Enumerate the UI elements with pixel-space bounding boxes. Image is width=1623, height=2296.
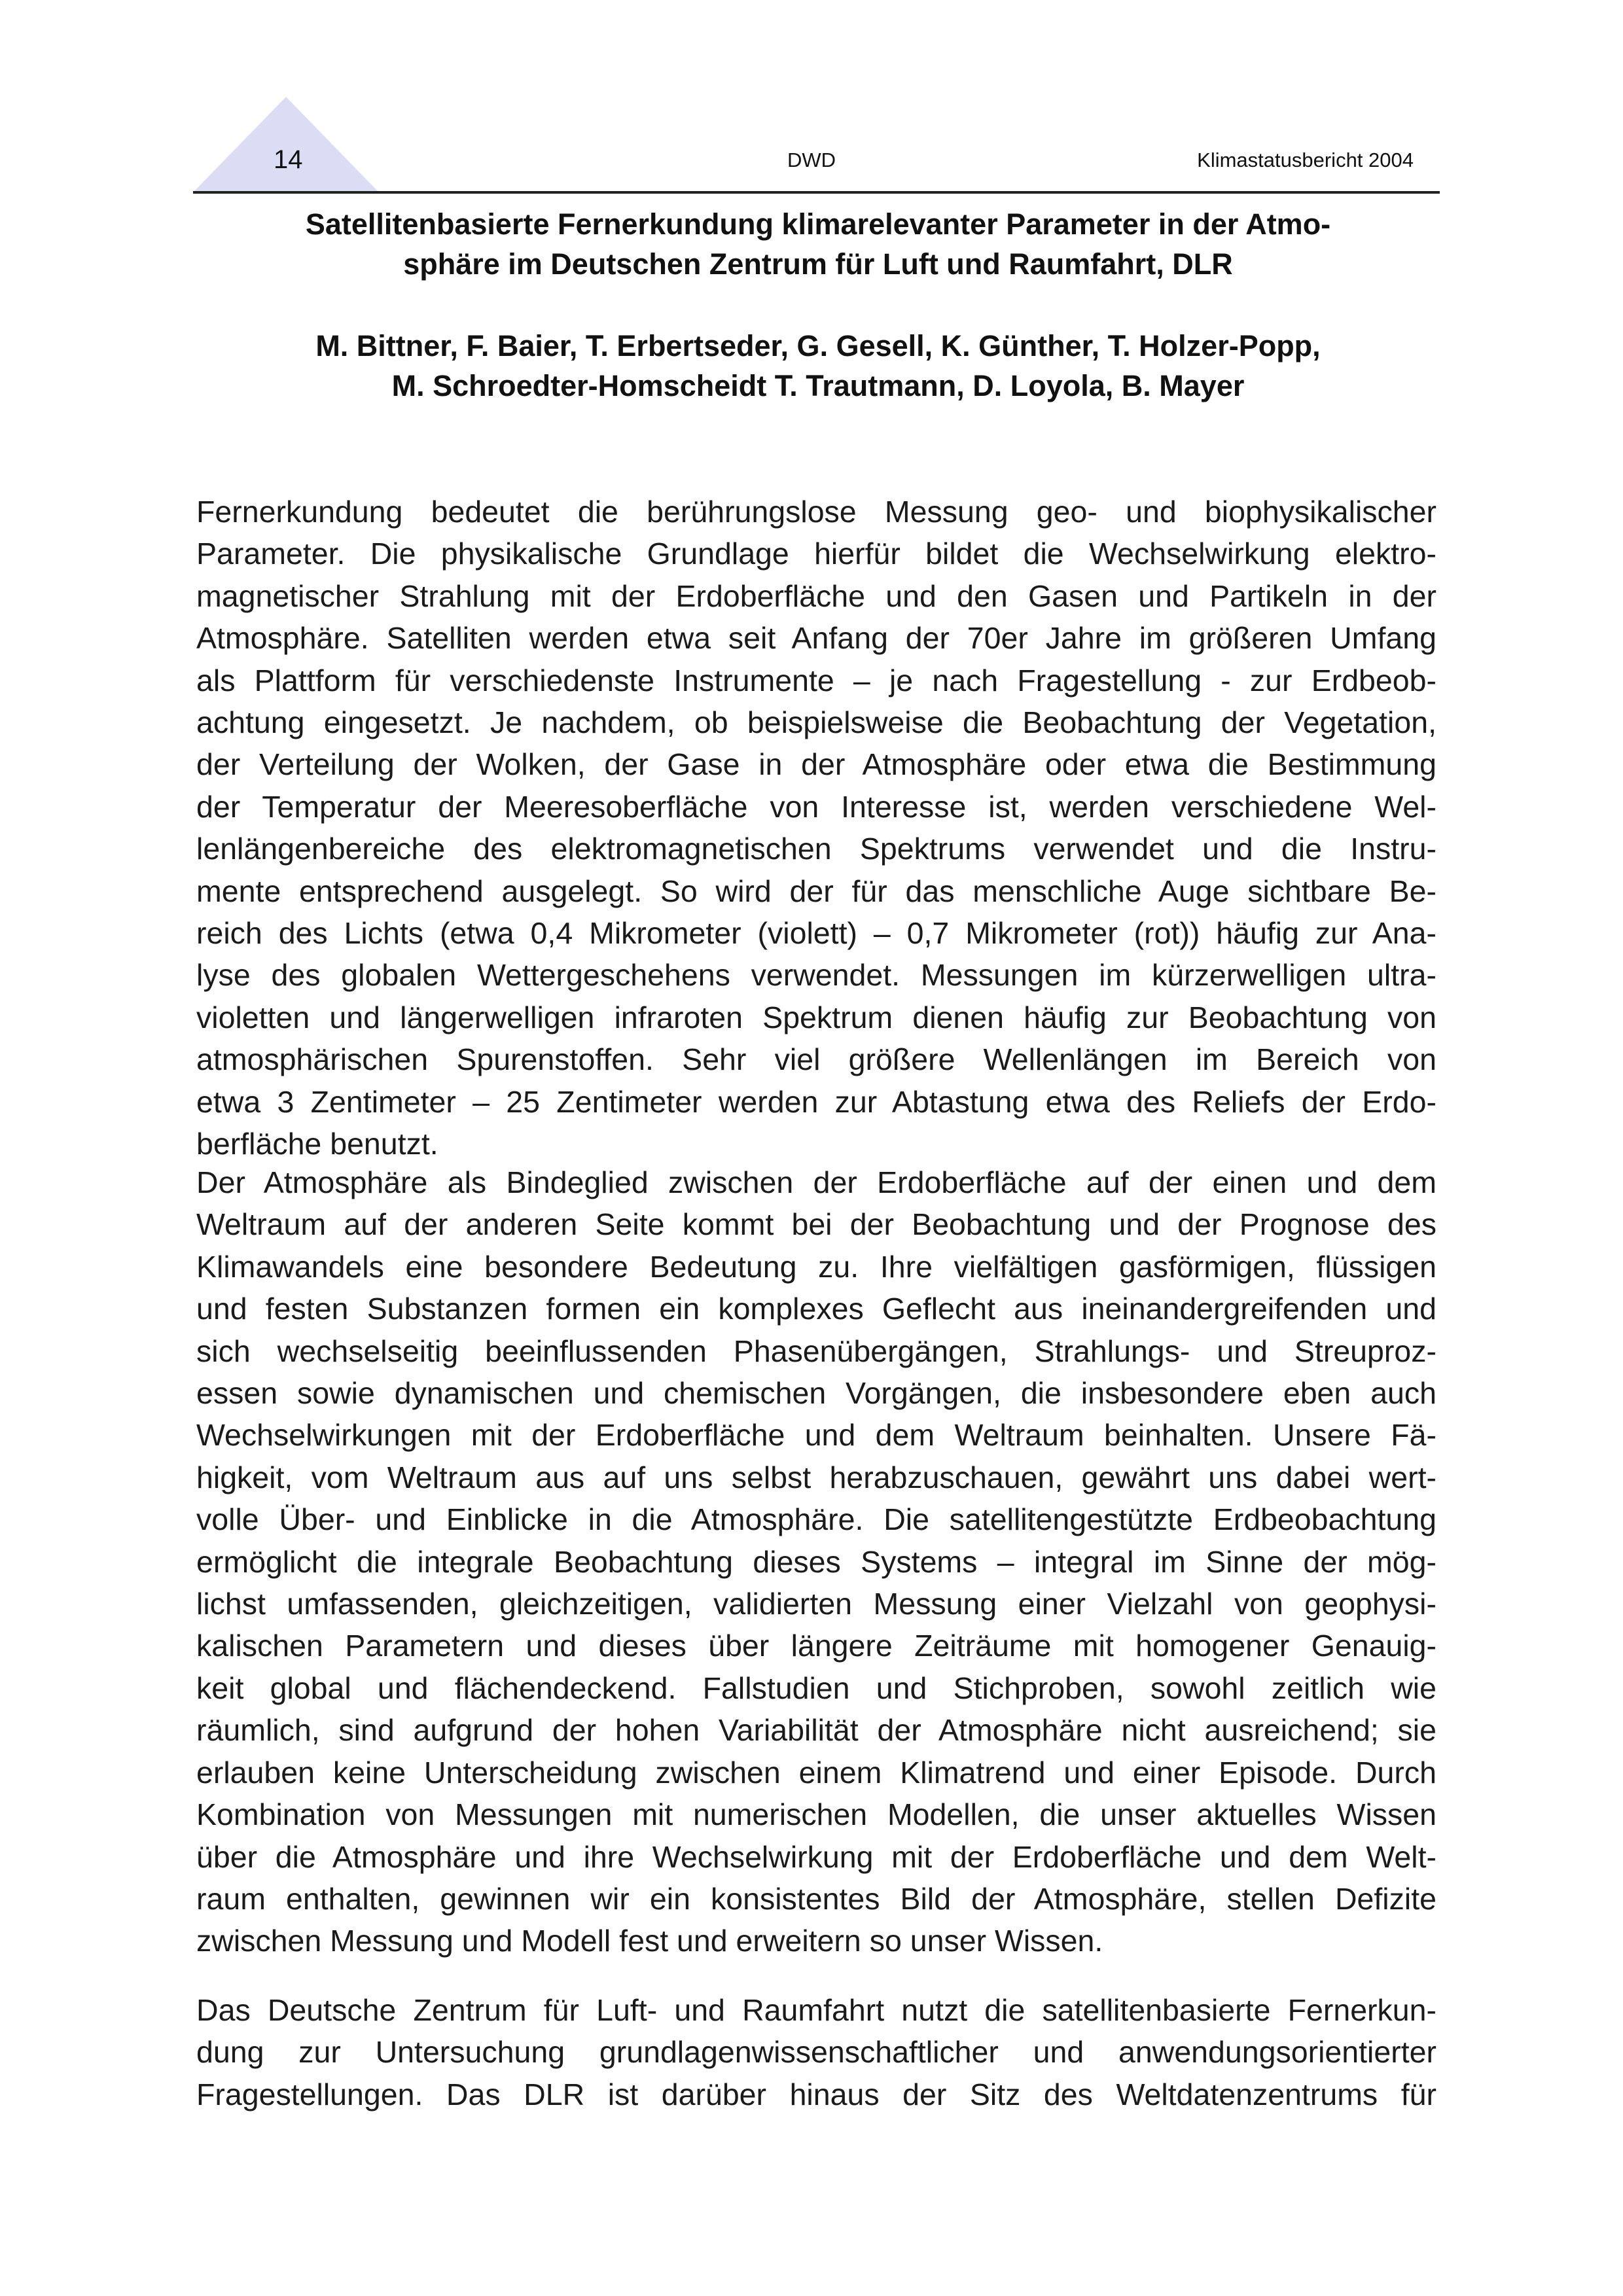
header-report-title: Klimastatusbericht 2004: [1197, 149, 1414, 171]
body-paragraph-3: [196, 1989, 1436, 2115]
paragraph-line: Weltraum auf der anderen Seite kommt bei der Beobachtung und der Prognose des: [196, 1207, 1436, 1242]
paragraph-line: raum enthalten, gewinnen wir ein konsistentes Bild der Atmosphäre, stellen Defizite: [196, 1881, 1436, 1916]
article-title-line: sphäre im Deutschen Zentrum für Luft und Raumfahrt, DLR: [403, 247, 1233, 281]
paragraph-line: Wechselwirkungen mit der Erdoberfläche und dem Weltraum beinhalten. Unsere Fä-: [196, 1418, 1436, 1453]
body-paragraph-1: [196, 491, 1436, 1165]
paragraph-line: Der Atmosphäre als Bindeglied zwischen der Erdoberfläche auf der einen und dem: [196, 1165, 1436, 1199]
article-title: [223, 204, 1414, 284]
paragraph-line: magnetischer Strahlung mit der Erdoberfläche und den Gasen und Partikeln in der: [196, 578, 1436, 613]
paragraph-line: volle Über- und Einblicke in die Atmosphäre. Die satellitengestützte Erdbeobachtung: [196, 1502, 1436, 1537]
paragraph-line: Atmosphäre. Satelliten werden etwa seit Anfang der 70er Jahre im größeren Umfang: [196, 621, 1436, 656]
paragraph-line: der Verteilung der Wolken, der Gase in der Atmosphäre oder etwa die Bestimmung: [196, 747, 1436, 782]
paragraph-line: keit global und flächendeckend. Fallstudien und Stichproben, sowohl zeitlich wie: [196, 1670, 1436, 1705]
paragraph-line: Klimawandels eine besondere Bedeutung zu. Ihre vielfältigen gasförmigen, flüssigen: [196, 1249, 1436, 1284]
paragraph-line: Fragestellungen. Das DLR ist darüber hinaus der Sitz des Weltdatenzentrums für: [196, 2077, 1436, 2111]
page-number: 14: [274, 145, 303, 174]
paragraph-line: etwa 3 Zentimeter – 25 Zentimeter werden zur Abtastung etwa des Reliefs der Erdo-: [196, 1084, 1436, 1119]
paragraph-line: violetten und längerwelligen infraroten Spektrum dienen häufig zur Beobachtung von: [196, 1000, 1436, 1034]
paragraph-line: der Temperatur der Meeresoberfläche von Interesse ist, werden verschiedene Wel-: [196, 789, 1436, 824]
paragraph-line: reich des Lichts (etwa 0,4 Mikrometer (violett) – 0,7 Mikrometer (rot)) häufig zur Ana-: [196, 916, 1436, 951]
paragraph-line: Kombination von Messungen mit numerischen Modellen, die unser aktuelles Wissen: [196, 1797, 1436, 1832]
paragraph-line: achtung eingesetzt. Je nachdem, ob beispielsweise die Beobachtung der Vegetation,: [196, 705, 1436, 740]
paragraph-line: lyse des globalen Wettergeschehens verwendet. Messungen im kürzerwelligen ultra-: [196, 958, 1436, 993]
paragraph-line: lenlängenbereiche des elektromagnetischen Spektrums verwendet und die Instru-: [196, 832, 1436, 866]
paragraph-line: mente entsprechend ausgelegt. So wird der für das menschliche Auge sichtbare Be-: [196, 874, 1436, 908]
paragraph-line: ermöglicht die integrale Beobachtung dieses Systems – integral im Sinne der mög-: [196, 1544, 1436, 1579]
article-title-line: Satellitenbasierte Fernerkundung klimarelevanter Parameter in der Atmo-: [305, 207, 1331, 241]
article-authors: [196, 326, 1440, 406]
paragraph-line: higkeit, vom Weltraum aus auf uns selbst herabzuschauen, gewährt uns dabei wert-: [196, 1460, 1436, 1494]
paragraph-line: räumlich, sind aufgrund der hohen Variabilität der Atmosphäre nicht ausreichend; sie: [196, 1713, 1436, 1748]
paragraph-line: Parameter. Die physikalische Grundlage hierfür bildet die Wechselwirkung elektro-: [196, 537, 1436, 571]
body-paragraph-2: [196, 1161, 1436, 1962]
header-rule: [193, 191, 1440, 194]
header-publisher: DWD: [787, 149, 836, 171]
paragraph-line: sich wechselseitig beeinflussenden Phasenübergängen, Strahlungs- und Streuproz-: [196, 1333, 1436, 1368]
paragraph-line: berfläche benutzt.: [196, 1127, 438, 1161]
paragraph-line: zwischen Messung und Modell fest und erweitern so unser Wissen.: [196, 1924, 1103, 1958]
paragraph-line: atmosphärischen Spurenstoffen. Sehr viel größere Wellenlängen im Bereich von: [196, 1042, 1436, 1077]
paragraph-line: lichst umfassenden, gleichzeitigen, validierten Messung einer Vielzahl von geophysi-: [196, 1587, 1436, 1621]
paragraph-line: Das Deutsche Zentrum für Luft- und Raumfahrt nutzt die satellitenbasierte Fernerkun-: [196, 1993, 1436, 2027]
paragraph-line: erlauben keine Unterscheidung zwischen einem Klimatrend und einer Episode. Durch: [196, 1755, 1436, 1790]
paragraph-line: kalischen Parametern und dieses über längere Zeiträume mit homogener Genauig-: [196, 1629, 1436, 1663]
authors-line: M. Bittner, F. Baier, T. Erbertseder, G. Gesell, K. Günther, T. Holzer-Popp,: [315, 329, 1321, 362]
authors-line: M. Schroedter-Homscheidt T. Trautmann, D. Loyola, B. Mayer: [391, 369, 1245, 402]
paragraph-line: als Plattform für verschiedenste Instrumente – je nach Fragestellung - zur Erdbeob-: [196, 663, 1436, 698]
paragraph-line: dung zur Untersuchung grundlagenwissenschaftlicher und anwendungsorientierter: [196, 2035, 1436, 2070]
paragraph-line: essen sowie dynamischen und chemischen Vorgängen, die insbesondere eben auch: [196, 1376, 1436, 1411]
paragraph-line: über die Atmosphäre und ihre Wechselwirkung mit der Erdoberfläche und dem Welt-: [196, 1839, 1436, 1874]
paragraph-line: und festen Substanzen formen ein komplexes Geflecht aus ineinandergreifenden und: [196, 1292, 1436, 1326]
paragraph-line: Fernerkundung bedeutet die berührungslose Messung geo- und biophysikalischer: [196, 495, 1436, 529]
